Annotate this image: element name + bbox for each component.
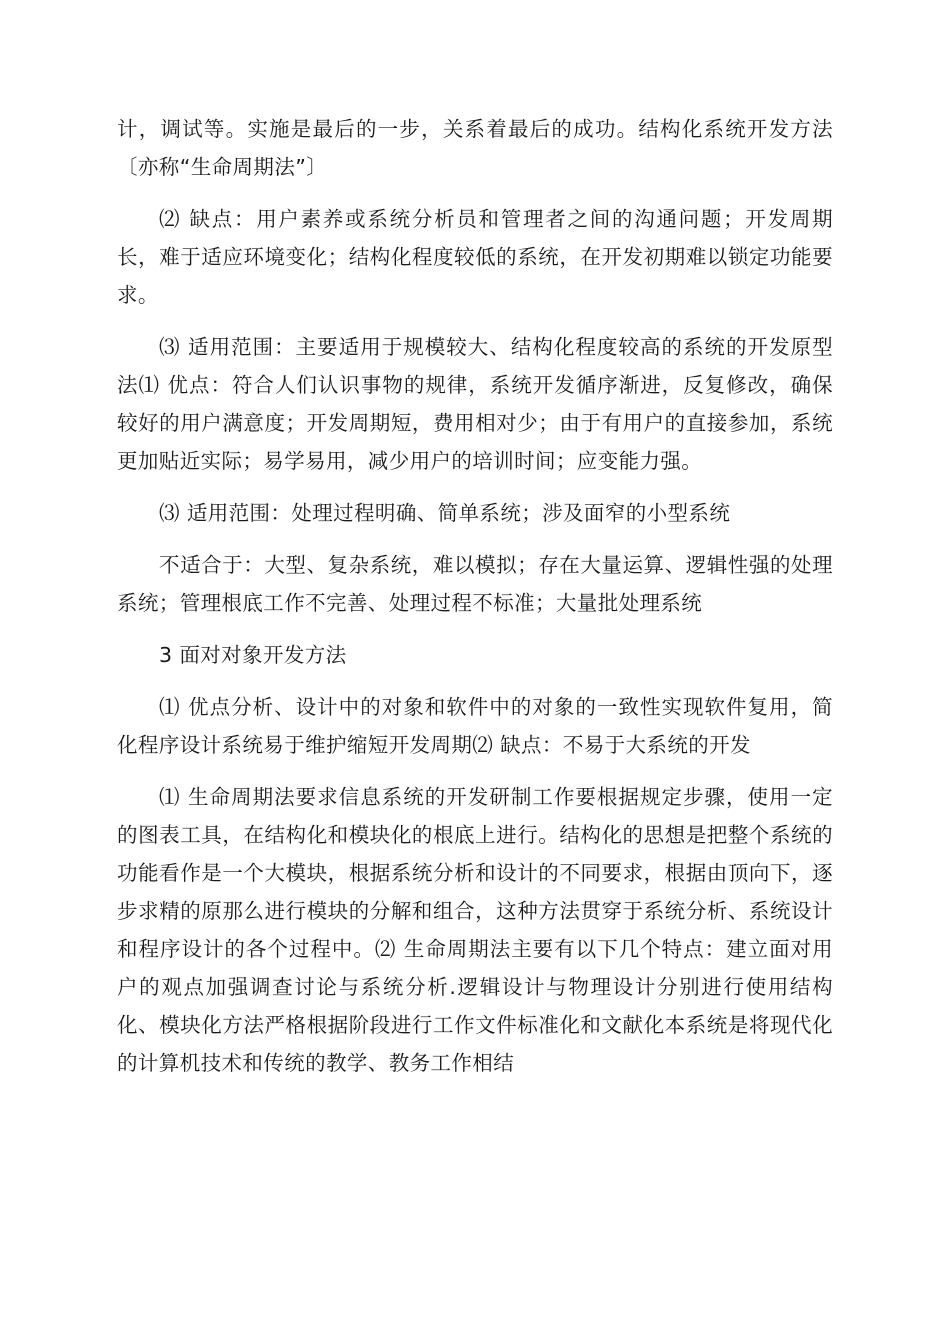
paragraph-oo-pros-cons: ⑴ 优点分析、设计中的对象和软件中的对象的一致性实现软件复用，简化程序设计系统易于维护缩短开发周期⑵ 缺点：不易于大系统的开发 [117, 695, 833, 757]
paragraph-continuation: 计，调试等。实施是最后的一步，关系着最后的成功。结构化系统开发方法〔亦称“生命周期法”〕 [117, 117, 833, 179]
paragraph-disadvantages: ⑵ 缺点：用户素养或系统分析员和管理者之间的沟通问题；开发周期长，难于适应环境变化；结构化程度较低的系统，在开发初期难以锁定功能要求。 [117, 207, 833, 307]
document-body [117, 110, 833, 1096]
section-heading-oo-method: 3 面对对象开发方法 [159, 643, 347, 667]
paragraph-scope: ⑶ 适用范围：处理过程明确、简单系统；涉及面窄的小型系统 [159, 501, 731, 525]
paragraph-lifecycle: ⑴ 生命周期法要求信息系统的开发研制工作要根据规定步骤，使用一定的图表工具，在结构化和模块化的根底上进行。结构化的思想是把整个系统的功能看作是一个大模块，根据系统分析和设计的不同要求，根据由顶向下，逐步求精的原那么进行模块的分解和组合，这种方法贯穿于系统分析、系统设计和程序设计的各个过程中。⑵ 生命周期法主要有以下几个特点：建立面对用户的观点加强调查讨论与系统分析.逻辑设计与物理设计分别进行使用结构化、模块化方法严格根据阶段进行工作文件标准化和文献化本系统是将现代化的计算机技术和传统的教学、教务工作相结 [117, 785, 833, 1075]
paragraph-scope-prototype: ⑶ 适用范围：主要适用于规模较大、结构化程度较高的系统的开发原型法⑴ 优点：符合人们认识事物的规律，系统开发循序渐进，反复修改，确保较好的用户满意度；开发周期短，费用相对少；由于有用户的直接参加，系统更加贴近实际；易学易用，减少用户的培训时间；应变能力强。 [117, 335, 833, 473]
paragraph-not-suitable: 不适合于：大型、复杂系统，难以模拟；存在大量运算、逻辑性强的处理系统；管理根底工作不完善、处理过程不标准；大量批处理系统 [117, 553, 833, 615]
